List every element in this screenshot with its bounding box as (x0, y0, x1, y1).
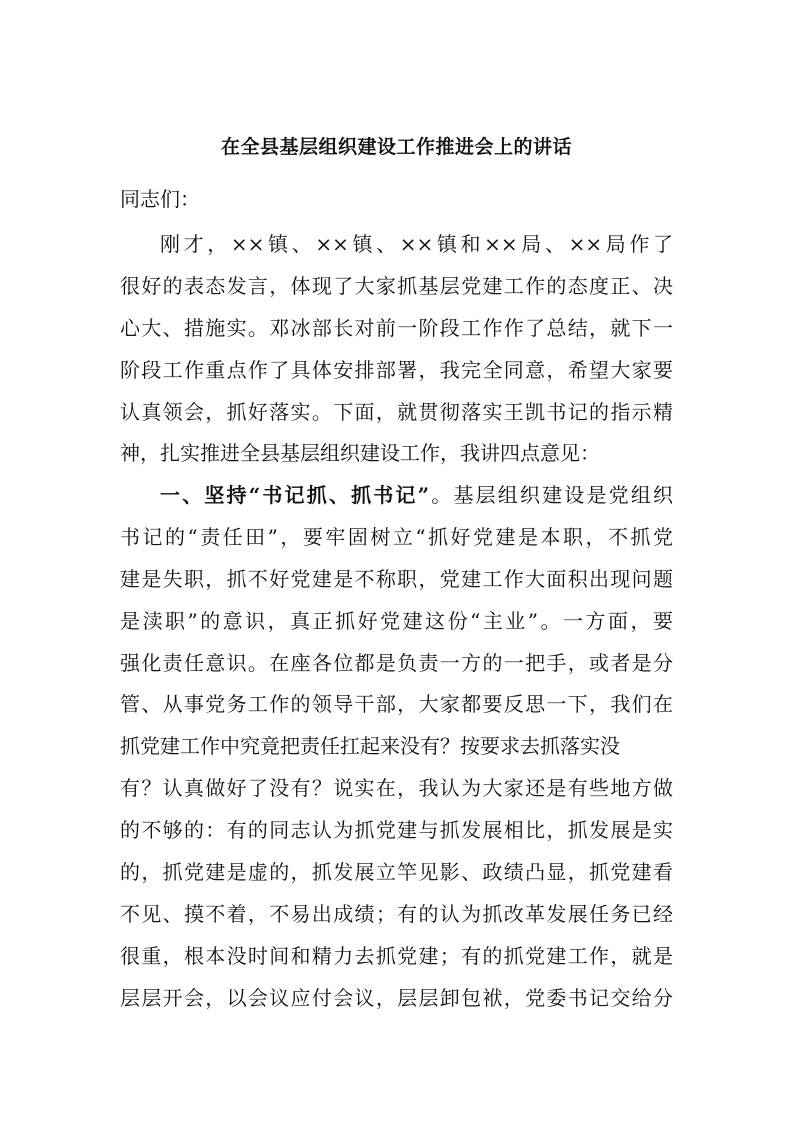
paragraph-line: 建是失职，抓不好党建是不称职，党建工作大面积出现问题 (120, 567, 673, 591)
paragraph-line: 很好的表态发言，体现了大家抓基层党建工作的态度正、决 (120, 274, 673, 298)
paragraph-line: 的不够的：有的同志认为抓党建与抓发展相比，抓发展是实 (120, 818, 673, 842)
paragraph-line: 抓党建工作中究竟把责任扛起来没有？按要求去抓落实没 (120, 734, 620, 758)
salutation: 同志们： (120, 187, 200, 211)
paragraph-line: 的，抓党建是虚的，抓发展立竿见影、政绩凸显，抓党建看 (120, 860, 673, 884)
paragraph-line: 管、从事党务工作的领导干部，大家都要反思一下，我们在 (120, 692, 673, 716)
paragraph-line: 神，扎实推进全县基层组织建设工作，我讲四点意见： (120, 441, 600, 465)
paragraph-line: 有？认真做好了没有？说实在，我认为大家还是有些地方做 (120, 776, 673, 800)
paragraph-line: 强化责任意识。在座各位都是负责一方的一把手，或者是分 (120, 651, 673, 675)
section-heading-line (160, 480, 673, 510)
document-title: 在全县基层组织建设工作推进会上的讲话 (220, 136, 572, 158)
section-heading: 一、坚持“书记抓、抓书记” (160, 483, 430, 507)
paragraph-line: 很重，根本没时间和精力去抓党建；有的抓党建工作，就是 (120, 944, 673, 968)
paragraph-line: 书记的“责任田”，要牢固树立“抓好党建是本职，不抓党 (120, 525, 673, 549)
paragraph-line: 阶段工作重点作了具体安排部署，我完全同意，希望大家要 (120, 358, 673, 382)
paragraph-line: 不见、摸不着，不易出成绩；有的认为抓改革发展任务已经 (120, 902, 673, 926)
paragraph-line: 刚才，××镇、××镇、××镇和××局、××局作了 (160, 232, 673, 256)
paragraph-line: 是渎职”的意识，真正抓好党建这份“主业”。一方面，要 (120, 609, 673, 633)
paragraph-line: 心大、措施实。邓冰部长对前一阶段工作作了总结，就下一 (120, 316, 673, 340)
section-heading-rest: 。基层组织建设是党组织 (429, 483, 673, 507)
paragraph-line: 认真领会，抓好落实。下面，就贯彻落实王凯书记的指示精 (120, 400, 673, 424)
paragraph-line: 层层开会，以会议应付会议，层层卸包袱，党委书记交给分 (120, 986, 673, 1010)
